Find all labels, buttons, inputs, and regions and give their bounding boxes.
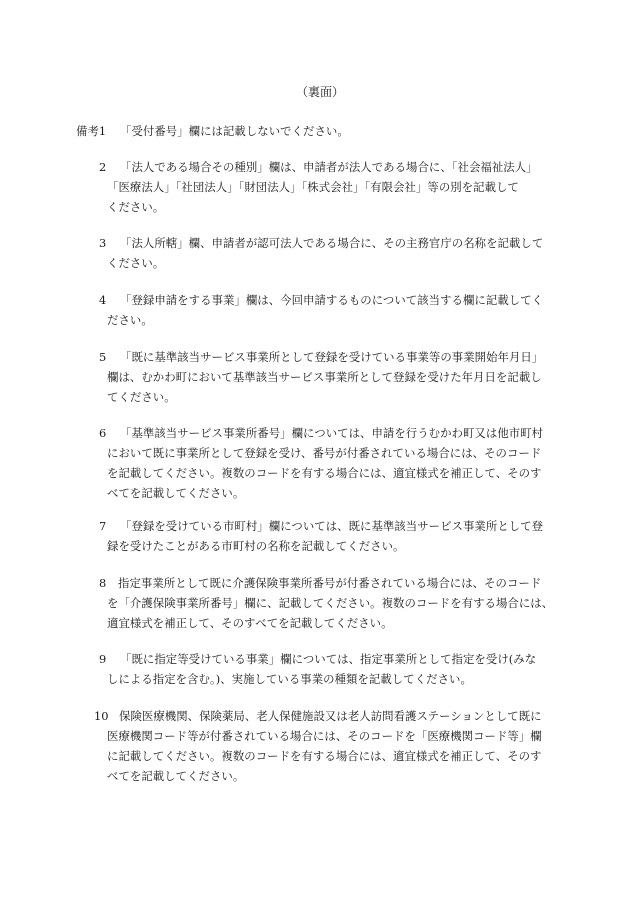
note-line: 医療機関コード等が付番されている場合には、そのコードを「医療機関コード等」欄 [107,729,542,743]
note-number: 3 [99,236,107,250]
note-number: 9 [99,652,107,666]
note-line: 適宜様式を補正して、そのすべてを記載してください。 [107,616,393,630]
note-number: 5 [99,350,107,364]
note-body [107,290,544,330]
note-number: 6 [99,426,107,440]
note-body [107,347,544,407]
note-body [107,516,544,556]
note-body [107,573,554,633]
note-line: 「既に指定等受けている事業」欄については、指定事業所として指定を受け(みな [120,652,537,666]
note-number: 10 [94,709,109,723]
note-line: べてを記載してください。 [107,769,245,783]
note-line: を記載してください。複数のコードを有する場合には、適宜様式を補正して、そのす [107,466,542,480]
note-line: ください。 [107,200,165,214]
note-body [107,233,544,273]
note-line: ください。 [107,256,165,270]
note-line: 「法人所轄」欄、申請者が認可法人である場合に、その主務官庁の名称を記載して [120,236,544,250]
note-line: 指定事業所として既に介護保険事業所番号が付番されている場合には、そのコード [118,576,542,590]
note-number: 4 [99,293,107,307]
note-line: しによる指定を含む。)、実施している事業の種類を記載してください。 [107,672,472,686]
note-number: 備考1 [76,124,107,138]
note-line: 「登録を受けている市町村」欄については、既に基準該当サービス事業所として登 [120,519,544,533]
note-line: を「介護保険事業所番号」欄に、記載してください。複数のコードを有する場合には、 [107,596,554,610]
note-body [107,649,537,689]
note-number: 2 [99,160,107,174]
note-number: 8 [99,576,107,590]
note-line: 「医療法人」「社団法人」「財団法人」「株式会社」「有限会社」等の別を記載して [107,180,519,194]
note-line: に記載してください。複数のコードを有する場合には、適宜様式を補正して、そのす [107,749,542,763]
note-body [107,706,542,786]
note-body [107,423,544,503]
note-line: 「受付番号」欄には記載しないでください。 [120,124,349,138]
note-line: 録を受けたことがある市町村の名称を記載してください。 [107,539,405,553]
note-number: 7 [99,519,107,533]
note-line: ださい。 [107,313,153,327]
note-line: べてを記載してください。 [107,486,245,500]
note-line: 「法人である場合その種別」欄は、申請者が法人である場合に、「社会福祉法人」 [120,160,538,174]
note-body [107,157,538,217]
note-body [120,121,349,141]
note-line: において既に事業所として登録を受け、番号が付番されている場合には、そのコード [107,446,542,460]
note-line: 「基準該当サービス事業所番号」欄については、申請を行うむかわ町又は他市町村 [120,426,544,440]
note-line: 欄は、むかわ町において基準該当サービス事業所として登録を受けた年月日を記載し [107,370,542,384]
note-line: 保険医療機関、保険薬局、老人保健施設又は老人訪問看護ステーションとして既に [119,709,542,723]
note-line: 「既に基準該当サービス事業所として登録を受けている事業等の事業開始年月日」 [120,350,544,364]
note-line: てください。 [107,390,176,404]
page-side-heading: （裏面） [295,85,344,99]
note-line: 「登録申請をする事業」欄は、今回申請するものについて該当する欄に記載してく [120,293,544,307]
